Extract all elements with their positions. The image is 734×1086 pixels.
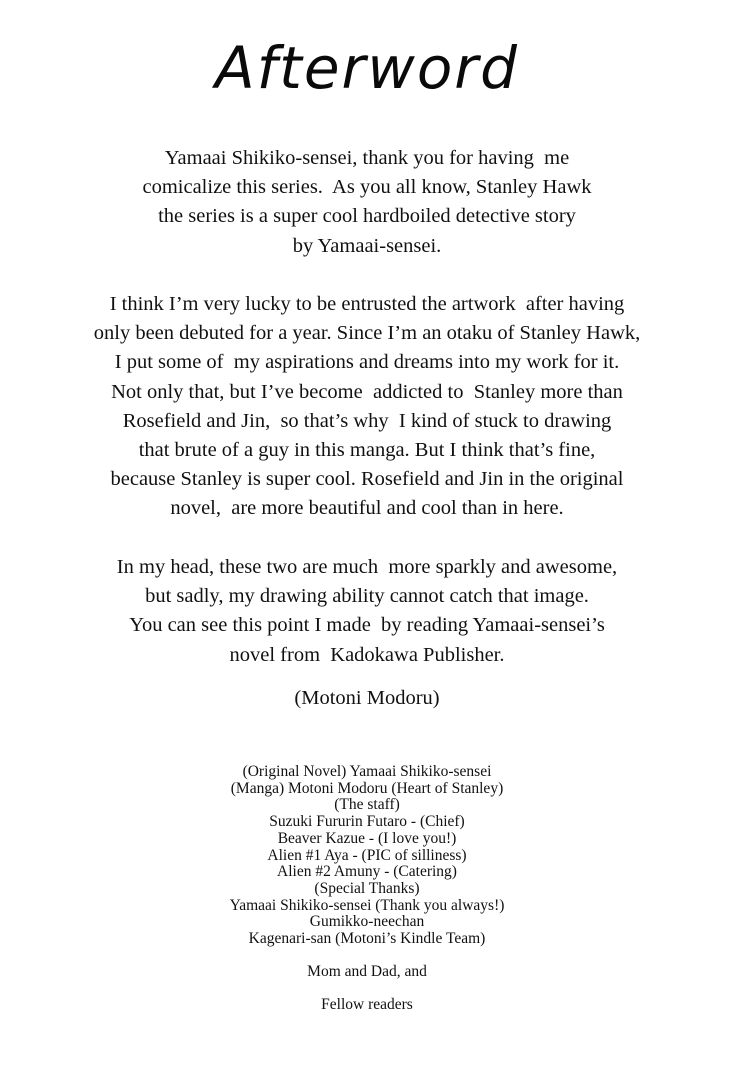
paragraph-line: by Yamaai-sensei. bbox=[292, 234, 442, 257]
author-signature: (Motoni Modoru) bbox=[294, 687, 440, 709]
credit-line: Beaver Kazue - (I love you!) bbox=[277, 829, 457, 847]
credit-line: Suzuki Fururin Futaro - (Chief) bbox=[269, 813, 465, 831]
paragraph-line: comicalize this series. As you all know, Stanley Hawk bbox=[142, 176, 592, 199]
paragraph-line: I think I’m very lucky to be entrusted the artwork after having bbox=[109, 293, 625, 315]
credit-line: (Special Thanks) bbox=[314, 879, 420, 897]
paragraph-line: You can see this point I made by reading Yamaai-sensei’s bbox=[129, 614, 605, 637]
credit-line: Alien #2 Amuny - (Catering) bbox=[277, 863, 457, 881]
paragraph-lucky bbox=[30, 290, 704, 524]
credits-list bbox=[0, 764, 734, 948]
paragraph-thanks bbox=[30, 144, 704, 261]
credit-line: Alien #1 Aya - (PIC of silliness) bbox=[267, 846, 467, 864]
paragraph-line: only been debuted for a year. Since I’m an otaku of Stanley Hawk, bbox=[93, 322, 641, 345]
paragraph-line: Yamaai Shikiko-sensei, thank you for having me bbox=[164, 147, 570, 169]
paragraph-line: Not only that, but I’ve become addicted to Stanley more than bbox=[111, 380, 623, 403]
paragraph-line: but sadly, my drawing ability cannot catch that image. bbox=[145, 585, 589, 608]
closing-line-readers: Fellow readers bbox=[321, 996, 413, 1013]
paragraph-line: novel from Kadokawa Publisher. bbox=[229, 643, 505, 666]
page-title: Afterword bbox=[215, 34, 519, 102]
credit-line: (Manga) Motoni Modoru (Heart of Stanley) bbox=[230, 779, 504, 797]
paragraph-line: that brute of a guy in this manga. But I think that’s fine, bbox=[138, 439, 596, 462]
paragraph-line: novel, are more beautiful and cool than in here. bbox=[170, 497, 564, 520]
closing-line-parents: Mom and Dad, and bbox=[307, 963, 427, 980]
credit-line: Kagenari-san (Motoni’s Kindle Team) bbox=[248, 930, 486, 948]
credit-line: Gumikko-neechan bbox=[309, 913, 425, 931]
paragraph-line: the series is a super cool hardboiled detective story bbox=[158, 205, 576, 228]
paragraph-line: In my head, these two are much more sparkly and awesome, bbox=[116, 556, 618, 578]
credit-line: (The staff) bbox=[334, 796, 400, 814]
paragraph-line: I put some of my aspirations and dreams into my work for it. bbox=[114, 351, 620, 374]
paragraph-line: because Stanley is super cool. Rosefield and Jin in the original bbox=[110, 468, 624, 491]
credit-line: (Original Novel) Yamaai Shikiko-sensei bbox=[242, 763, 492, 780]
paragraph-sparkly bbox=[30, 553, 704, 670]
credit-line: Yamaai Shikiko-sensei (Thank you always!) bbox=[229, 896, 505, 914]
paragraph-line: Rosefield and Jin, so that’s why I kind of stuck to drawing bbox=[122, 409, 612, 432]
